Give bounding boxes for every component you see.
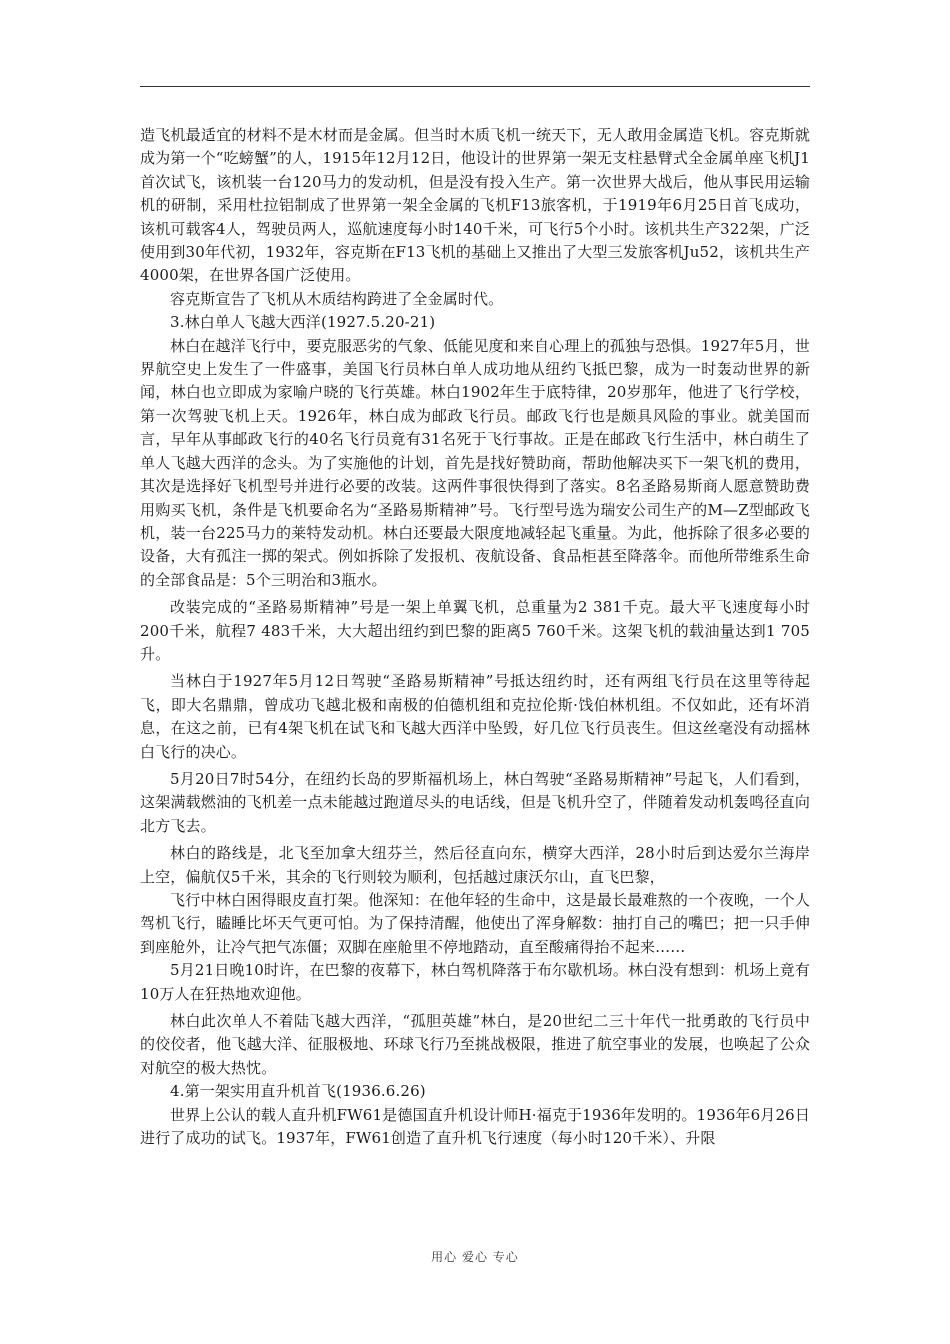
paragraph-fw61: 世界上公认的载人直升机FW61是德国直升机设计师H·福克于1936年发明的。1936年6月26日进行了成功的试飞。1937年，FW61创造了直升机飞行速度（每小时120千米）、升限 bbox=[140, 1105, 810, 1148]
document-body bbox=[140, 124, 810, 1150]
paragraph-spirit-of-st-louis: 改装完成的“圣路易斯精神”号是一架上单翼飞机，总重量为2 381千克。最大平飞速度每小时200千米，航程7 483千米，大大超出纽约到巴黎的距离5 760千米。这架飞机的载油量达到1 705升。 bbox=[140, 598, 810, 663]
paragraph-route: 林白的路线是，北飞至加拿大纽芬兰，然后径直向东，横穿大西洋，28小时后到达爱尔兰海岸上空，偏航仅5千米，其余的飞行则较为顺利，包括越过康沃尔山，直飞巴黎， bbox=[140, 844, 810, 886]
paragraph-lindbergh-legacy: 林白此次单人不着陆飞越大西洋，“孤胆英雄”林白，是20世纪二三十年代一批勇敢的飞行员中的佼佼者，他飞越大洋、征服极地、环球飞行乃至挑战极限，推进了航空事业的发展，也唤起了公众对航空的极大热忱。 bbox=[140, 1012, 810, 1077]
paragraph-junkers-all-metal: 造飞机最适宜的材料不是木材而是金属。但当时木质飞机一统天下，无人敢用金属造飞机。容克斯就成为第一个“吃螃蟹”的人，1915年12月12日，他设计的世界第一架无支柱悬臂式全金属单座飞机J1首次试飞，该机装一台120马力的发动机，但是没有投入生产。第一次世界大战后，他从事民用运输机的研制，采用杜拉铝制成了世界第一架全金属的飞机F13旅客机，于1919年6月25日首飞成功，该机可载客4人，驾驶员两人，巡航速度每小时140千米，可飞行5个小时。该机共生产322架，广泛使用到30年代初，1932年，容克斯在F13飞机的基础上又推出了大型三发旅客机Ju52，该机共生产4000架，在世界各国广泛使用。 bbox=[140, 126, 810, 285]
paragraph-arrival-new-york: 当林白于1927年5月12日驾驶“圣路易斯精神”号抵达纽约时，还有两组飞行员在这里等待起飞，即大名鼎鼎，曾成功飞越北极和南极的伯德机组和克拉伦斯·饯伯林机组。不仅如此，还有坏消息，在这之前，已有4架飞机在试飞和飞越大西洋中坠毁，好几位飞行员丧生。但这丝毫没有动摇林白飞行的决心。 bbox=[140, 672, 810, 761]
paragraph-night-flight: 飞行中林白困得眼皮直打架。他深知：在他年轻的生命中，这是最长最难熬的一个夜晚，一个人驾机飞行，瞌睡比坏天气更可怕。为了保持清醒，他使出了浑身解数：抽打自己的嘴巴；把一只手伸到座舱外，让冷气把气冻僵；双脚在座舱里不停地踏动，直至酸痛得抬不起来…… bbox=[140, 891, 810, 956]
page-footer: 用心 爱心 专心 bbox=[431, 1250, 519, 1264]
section-heading-lindbergh: 3.林白单人飞越大西洋(1927.5.20-21) bbox=[170, 313, 436, 332]
paragraph-lindbergh-background: 林白在越洋飞行中，要克服恶劣的气象、低能见度和来自心理上的孤独与恐惧。1927年5月，世界航空史上发生了一件盛事，美国飞行员林白单人成功地从纽约飞抵巴黎，成为一时轰动世界的新闻，林白也立即成为家喻户晓的飞行英雄。林白1902年生于底特律，20岁那年，他进了飞行学校，第一次驾驶飞机上天。1926年，林白成为邮政飞行员。邮政飞行也是颇具风险的事业。就美国而言，早年从事邮政飞行的40名飞行员竟有31名死于飞行事故。正是在邮政飞行生活中，林白萌生了单人飞越大西洋的念头。为了实施他的计划，首先是找好赞助商，帮助他解决买下一架飞机的费用，其次是选择好飞机型号并进行必要的改装。这两件事很快得到了落实。8名圣路易斯商人愿意赞助费用购买飞机，条件是飞机要命名为“圣路易斯精神”号。飞行型号选为瑞安公司生产的M—Z型邮政飞机，装一台225马力的莱特发动机。林白还要最大限度地减轻起飞重量。为此，他拆除了很多必要的设备，大有孤注一掷的架式。例如拆除了发报机、夜航设备、食品柜甚至降落伞。而他所带维系生命的全部食品是：5个三明治和3瓶水。 bbox=[140, 336, 810, 589]
paragraph-takeoff: 5月20日7时54分，在纽约长岛的罗斯福机场上，林白驾驶“圣路易斯精神”号起飞，人们看到，这架满载燃油的飞机差一点未能越过跑道尽头的电话线，但是飞机升空了，伴随着发动机轰鸣径直向北方飞去。 bbox=[140, 769, 810, 835]
section-heading-helicopter: 4.第一架实用直升机首飞(1936.6.26) bbox=[170, 1082, 426, 1101]
header-rule bbox=[140, 86, 810, 87]
paragraph-junkers-conclusion: 容克斯宣告了飞机从木质结构跨进了全金属时代。 bbox=[170, 289, 504, 308]
paragraph-landing-paris: 5月21日晚10时许，在巴黎的夜幕下，林白驾机降落于布尔歇机场。林白没有想到：机场上竟有10万人在狂热地欢迎他。 bbox=[140, 961, 810, 1003]
